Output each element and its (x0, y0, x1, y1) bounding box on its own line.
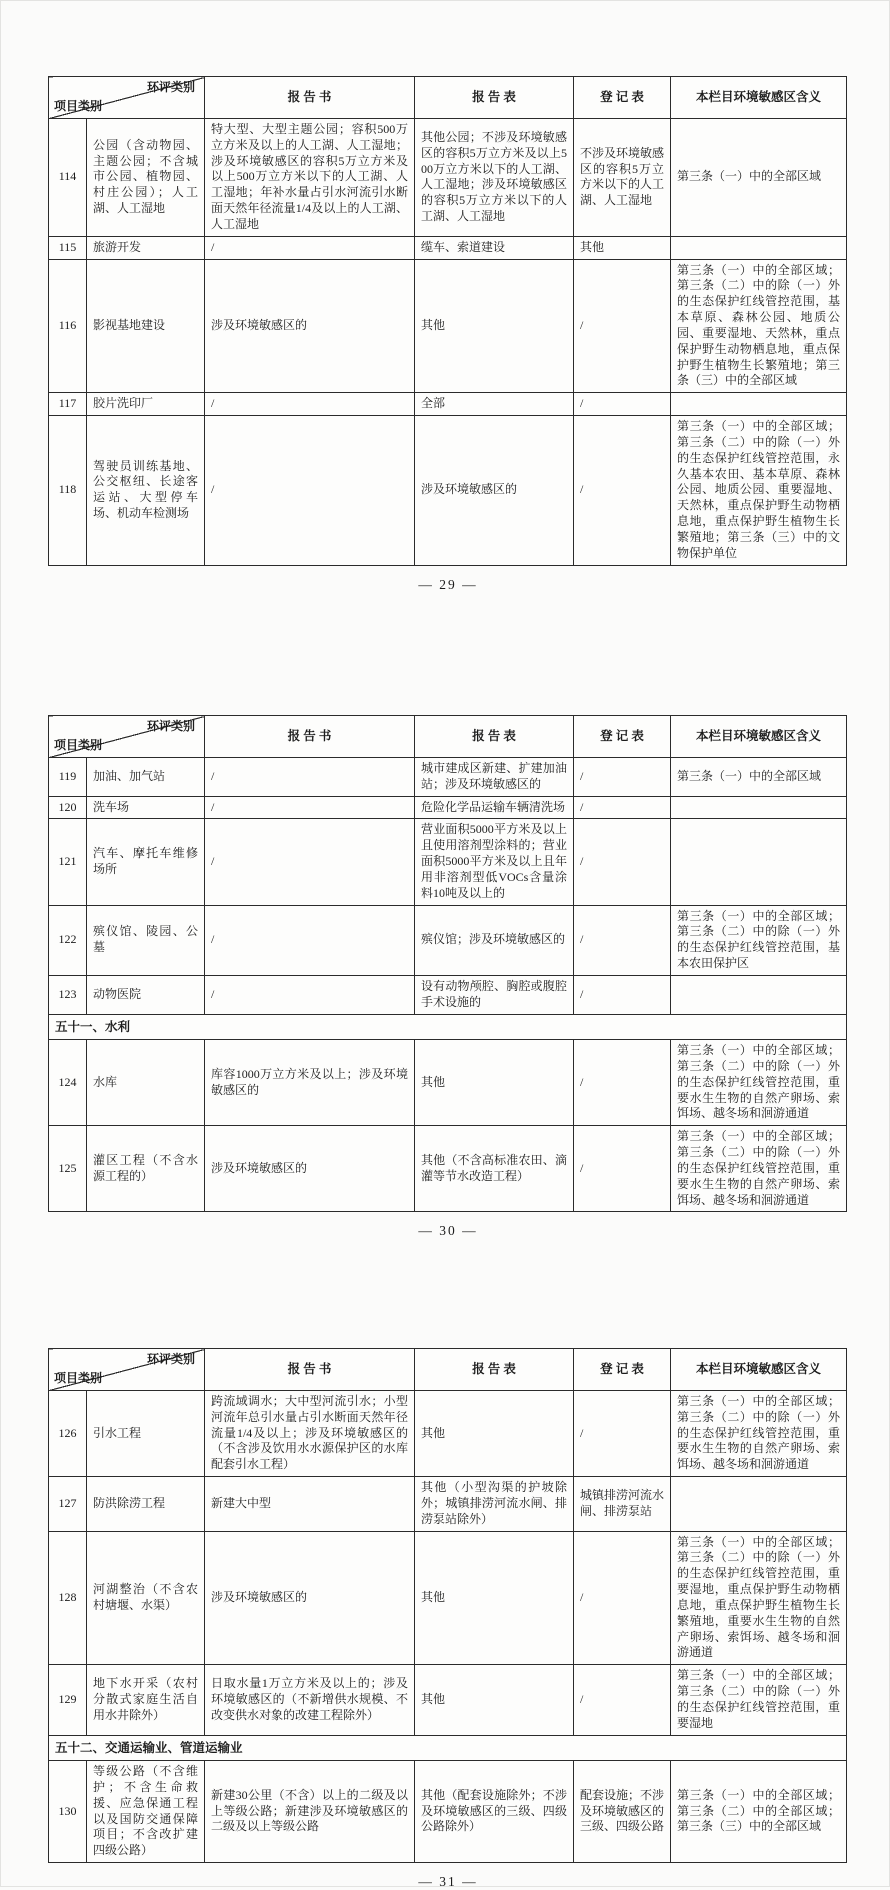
row-number-cell: 115 (49, 236, 87, 259)
table-row (49, 259, 847, 393)
registration-form-cell: / (574, 819, 671, 905)
project-category-cell: 加油、加气站 (87, 758, 205, 797)
report-book-cell: 新建大中型 (205, 1477, 415, 1531)
row-number-cell: 116 (49, 259, 87, 393)
row-number-cell: 125 (49, 1126, 87, 1212)
project-category-cell: 影视基地建设 (87, 259, 205, 393)
page-30-section (48, 715, 848, 1239)
table-row (49, 758, 847, 797)
table-row (49, 905, 847, 975)
eia-classification-table (48, 715, 847, 1212)
registration-form-cell: / (574, 758, 671, 797)
registration-form-column-header: 登 记 表 (574, 716, 671, 758)
eia-category-label: 环评类别 (146, 719, 195, 733)
row-number-cell: 117 (49, 393, 87, 416)
project-category-cell: 驾驶员训练基地、公交枢纽、长途客运站、大型停车场、机动车检测场 (87, 416, 205, 565)
report-book-column-header: 报 告 书 (205, 716, 415, 758)
report-book-cell: 特大型、大型主题公园；容积500万立方米及以上的人工湖、人工湿地；涉及环境敏感区的容积5万立方米及以上500万立方米以下的人工湖、人工湿地；年补水量占引水河流引水断面天然年径流量1/4及以上的人工湖、人工湿地 (205, 119, 415, 237)
report-form-cell: 涉及环境敏感区的 (415, 416, 574, 565)
report-form-cell: 其他（不含高标准农田、滴灌等节水改造工程） (415, 1126, 574, 1212)
project-category-cell: 殡仪馆、陵园、公墓 (87, 905, 205, 975)
report-book-cell: 跨流域调水；大中型河流引水；小型河流年总引水量占引水断面天然年径流量1/4及以上；涉及环境敏感区的（不含涉及饮用水水源保护区的水库配套引水工程） (205, 1391, 415, 1477)
sensitive-area-meaning-cell (671, 393, 847, 416)
row-number-cell: 126 (49, 1391, 87, 1477)
project-category-cell: 地下水开采（农村分散式家庭生活自用水井除外） (87, 1665, 205, 1735)
row-number-cell: 127 (49, 1477, 87, 1531)
table-row (49, 1531, 847, 1665)
report-book-column-header: 报 告 书 (205, 77, 415, 119)
registration-form-cell: / (574, 905, 671, 975)
eia-category-label: 环评类别 (146, 80, 195, 94)
report-book-cell: 日取水量1万立方米及以上的；涉及环境敏感区的（不新增供水规模、不改变供水对象的改建工程除外） (205, 1665, 415, 1735)
table-row (49, 1391, 847, 1477)
report-book-cell: 涉及环境敏感区的 (205, 1126, 415, 1212)
project-category-cell: 灌区工程（不含水源工程的） (87, 1126, 205, 1212)
sensitive-area-meaning-cell: 第三条（一）中的全部区域；第三条（二）中的除（一）外的生态保护红线管控范围，重要湿地 (671, 1665, 847, 1735)
table-row (49, 1477, 847, 1531)
report-form-column-header: 报 告 表 (415, 716, 574, 758)
sensitive-area-meaning-cell: 第三条（一）中的全部区域；第三条（二）中的全部区域；第三条（三）中的全部区域 (671, 1761, 847, 1863)
sensitive-area-meaning-column-header: 本栏目环境敏感区含义 (671, 77, 847, 119)
report-form-cell: 其他（小型沟渠的护坡除外；城镇排涝河流水闸、排涝泵站除外） (415, 1477, 574, 1531)
report-form-cell: 其他 (415, 259, 574, 393)
page-29-section (48, 76, 848, 593)
project-category-cell: 旅游开发 (87, 236, 205, 259)
section-row (49, 1014, 847, 1040)
report-book-cell: / (205, 975, 415, 1014)
table-row (49, 1040, 847, 1126)
row-number-cell: 129 (49, 1665, 87, 1735)
report-book-cell: / (205, 819, 415, 905)
sensitive-area-meaning-cell (671, 1477, 847, 1531)
sensitive-area-meaning-cell (671, 796, 847, 819)
report-book-cell: 涉及环境敏感区的 (205, 259, 415, 393)
eia-classification-table (48, 76, 847, 566)
sensitive-area-meaning-cell (671, 819, 847, 905)
registration-form-cell: / (574, 796, 671, 819)
sensitive-area-meaning-cell: 第三条（一）中的全部区域；第三条（二）中的除（一）外的生态保护红线管控范围，重要水生生物的自然产卵场、索饵场、越冬场和洄游通道 (671, 1040, 847, 1126)
sensitive-area-meaning-cell: 第三条（一）中的全部区域；第三条（二）中的除（一）外的生态保护红线管控范围，重要湿地，重点保护野生动物栖息地，重点保护野生植物生长繁殖地，重要水生生物的自然产卵场、索饵场、越冬场和洄游通道 (671, 1531, 847, 1665)
diagonal-header-cell (49, 77, 205, 119)
table-row (49, 236, 847, 259)
project-category-cell: 河湖整治（不含农村塘堰、水渠） (87, 1531, 205, 1665)
report-form-cell: 营业面积5000平方米及以上且使用溶剂型涂料的；营业面积5000平方米及以上且年用非溶剂型低VOCs含量涂料10吨及以上的 (415, 819, 574, 905)
report-book-cell: / (205, 905, 415, 975)
sensitive-area-meaning-cell: 第三条（一）中的全部区域 (671, 758, 847, 797)
report-form-cell: 其他 (415, 1531, 574, 1665)
report-form-cell: 其他 (415, 1391, 574, 1477)
project-category-label: 项目类别 (54, 738, 103, 753)
registration-form-cell: / (574, 1665, 671, 1735)
table-row (49, 1761, 847, 1863)
report-form-column-header: 报 告 表 (415, 77, 574, 119)
diagonal-header-cell (49, 716, 205, 758)
header-row (49, 1349, 847, 1391)
row-number-cell: 118 (49, 416, 87, 565)
registration-form-cell: / (574, 393, 671, 416)
registration-form-cell: 不涉及环境敏感区的容积5万立方米以下的人工湖、人工湿地 (574, 119, 671, 237)
header-row (49, 77, 847, 119)
registration-form-cell: / (574, 1040, 671, 1126)
sensitive-area-meaning-cell: 第三条（一）中的全部区域；第三条（二）中的除（一）外的生态保护红线管控范围，重要水生生物的自然产卵场、索饵场、越冬场和洄游通道 (671, 1391, 847, 1477)
table-row (49, 819, 847, 905)
registration-form-cell: / (574, 1391, 671, 1477)
row-number-cell: 128 (49, 1531, 87, 1665)
project-category-cell: 动物医院 (87, 975, 205, 1014)
report-book-column-header: 报 告 书 (205, 1349, 415, 1391)
sensitive-area-meaning-column-header: 本栏目环境敏感区含义 (671, 716, 847, 758)
registration-form-cell: 城镇排涝河流水闸、排涝泵站 (574, 1477, 671, 1531)
report-form-cell: 设有动物颅腔、胸腔或腹腔手术设施的 (415, 975, 574, 1014)
sensitive-area-meaning-cell: 第三条（一）中的全部区域；第三条（二）中的除（一）外的生态保护红线管控范围，基本农田保护区 (671, 905, 847, 975)
row-number-cell: 123 (49, 975, 87, 1014)
row-number-cell: 119 (49, 758, 87, 797)
diagonal-header-cell (49, 1349, 205, 1391)
report-book-cell: / (205, 393, 415, 416)
table-row (49, 119, 847, 237)
report-form-cell: 缆车、索道建设 (415, 236, 574, 259)
section-row (49, 1735, 847, 1761)
project-category-cell: 水库 (87, 1040, 205, 1126)
sensitive-area-meaning-cell (671, 975, 847, 1014)
table-row (49, 1126, 847, 1212)
report-form-cell: 其他 (415, 1665, 574, 1735)
section-header-cell: 五十一、水利 (49, 1014, 847, 1040)
sensitive-area-meaning-cell: 第三条（一）中的全部区域；第三条（二）中的除（一）外的生态保护红线管控范围，基本草原、森林公园、地质公园、重要湿地、天然林，重点保护野生动物栖息地，重点保护野生植物生长繁殖地；第三条（三）中的全部区域 (671, 259, 847, 393)
registration-form-cell: / (574, 416, 671, 565)
eia-classification-table (48, 1348, 847, 1863)
page-number: — 31 — (418, 1874, 478, 1890)
row-number-cell: 120 (49, 796, 87, 819)
report-book-cell: / (205, 796, 415, 819)
report-form-cell: 殡仪馆；涉及环境敏感区的 (415, 905, 574, 975)
header-row (49, 716, 847, 758)
project-category-cell: 洗车场 (87, 796, 205, 819)
project-category-cell: 引水工程 (87, 1391, 205, 1477)
project-category-label: 项目类别 (54, 99, 103, 114)
table-row (49, 1665, 847, 1735)
registration-form-column-header: 登 记 表 (574, 77, 671, 119)
project-category-cell: 防洪除涝工程 (87, 1477, 205, 1531)
report-form-cell: 其他 (415, 1040, 574, 1126)
page-number: — 30 — (418, 1223, 478, 1239)
sensitive-area-meaning-column-header: 本栏目环境敏感区含义 (671, 1349, 847, 1391)
project-category-cell: 等级公路（不含维护；不含生命救援、应急保通工程以及国防交通保障项目；不含改扩建四级公路） (87, 1761, 205, 1863)
table-row (49, 975, 847, 1014)
row-number-cell: 121 (49, 819, 87, 905)
report-form-column-header: 报 告 表 (415, 1349, 574, 1391)
project-category-label: 项目类别 (54, 1371, 103, 1386)
sensitive-area-meaning-cell: 第三条（一）中的全部区域；第三条（二）中的除（一）外的生态保护红线管控范围，重要水生生物的自然产卵场、索饵场、越冬场和洄游通道 (671, 1126, 847, 1212)
project-category-cell: 胶片洗印厂 (87, 393, 205, 416)
page-31-section (48, 1348, 848, 1890)
sensitive-area-meaning-cell (671, 236, 847, 259)
registration-form-cell: / (574, 1126, 671, 1212)
registration-form-cell: 配套设施；不涉及环境敏感区的三级、四级公路 (574, 1761, 671, 1863)
table-row (49, 796, 847, 819)
report-form-cell: 其他（配套设施除外；不涉及环境敏感区的三级、四级公路除外） (415, 1761, 574, 1863)
registration-form-cell: 其他 (574, 236, 671, 259)
registration-form-cell: / (574, 259, 671, 393)
table-host-page-31 (48, 1348, 848, 1863)
sensitive-area-meaning-cell: 第三条（一）中的全部区域 (671, 119, 847, 237)
report-form-cell: 危险化学品运输车辆清洗场 (415, 796, 574, 819)
report-book-cell: / (205, 416, 415, 565)
project-category-cell: 汽车、摩托车维修场所 (87, 819, 205, 905)
table-row (49, 393, 847, 416)
page-number: — 29 — (418, 576, 478, 592)
report-book-cell: / (205, 758, 415, 797)
report-form-cell: 城市建成区新建、扩建加油站；涉及环境敏感区的 (415, 758, 574, 797)
table-host-page-30 (48, 715, 848, 1212)
report-form-cell: 全部 (415, 393, 574, 416)
report-book-cell: 新建30公里（不含）以上的二级及以上等级公路；新建涉及环境敏感区的二级及以上等级公路 (205, 1761, 415, 1863)
table-host-page-29 (48, 76, 848, 566)
sensitive-area-meaning-cell: 第三条（一）中的全部区域；第三条（二）中的除（一）外的生态保护红线管控范围，永久基本农田、基本草原、森林公园、地质公园、重要湿地、天然林，重点保护野生动物栖息地，重点保护野生植物生长繁殖地；第三条（三）中的文物保护单位 (671, 416, 847, 565)
row-number-cell: 130 (49, 1761, 87, 1863)
row-number-cell: 114 (49, 119, 87, 237)
report-book-cell: / (205, 236, 415, 259)
row-number-cell: 124 (49, 1040, 87, 1126)
registration-form-cell: / (574, 1531, 671, 1665)
section-header-cell: 五十二、交通运输业、管道运输业 (49, 1735, 847, 1761)
report-book-cell: 库容1000万立方米及以上；涉及环境敏感区的 (205, 1040, 415, 1126)
registration-form-column-header: 登 记 表 (574, 1349, 671, 1391)
report-form-cell: 其他公园；不涉及环境敏感区的容积5万立方米及以上500万立方米以下的人工湖、人工湿地；涉及环境敏感区的容积5万立方米以下的人工湖、人工湿地 (415, 119, 574, 237)
registration-form-cell: / (574, 975, 671, 1014)
report-book-cell: 涉及环境敏感区的 (205, 1531, 415, 1665)
eia-category-label: 环评类别 (146, 1352, 195, 1366)
row-number-cell: 122 (49, 905, 87, 975)
table-row (49, 416, 847, 565)
project-category-cell: 公园（含动物园、主题公园；不含城市公园、植物园、村庄公园）；人工湖、人工湿地 (87, 119, 205, 237)
